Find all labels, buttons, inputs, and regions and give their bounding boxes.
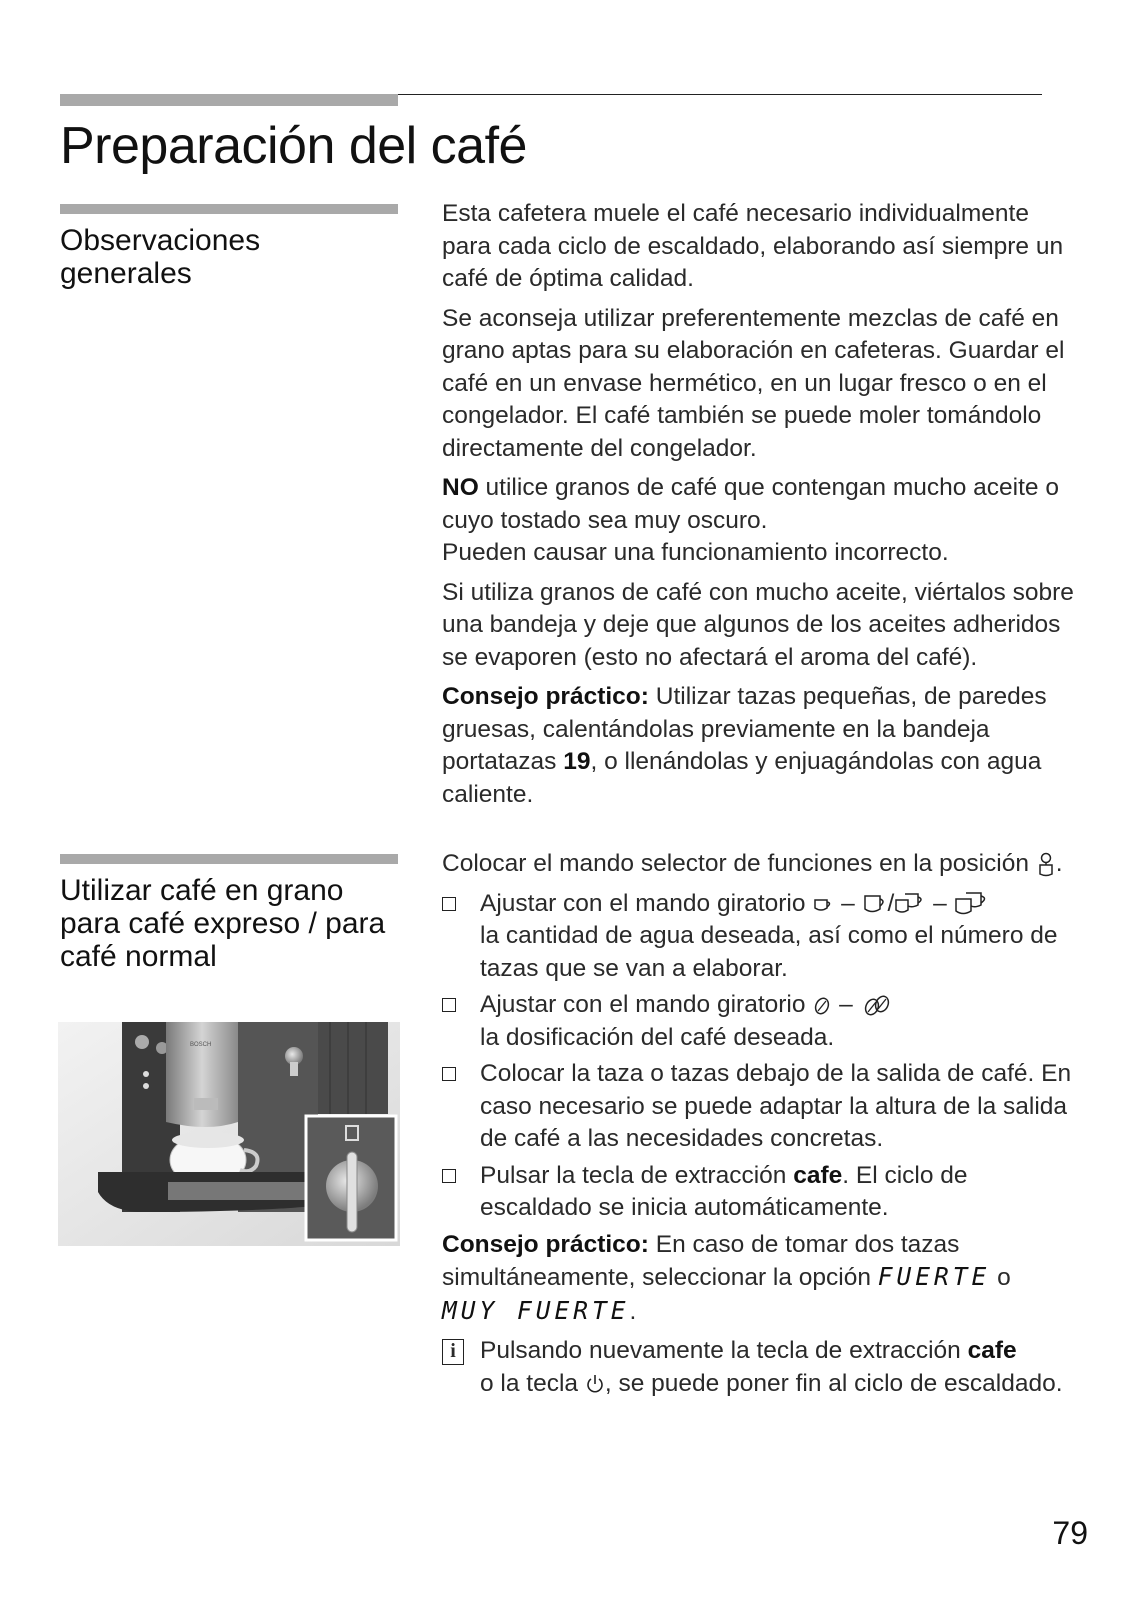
large-two-cups-icon [954,891,990,917]
display-option-very-strong: MUY FUERTE [442,1295,630,1325]
tip-2-text: En caso de tomar dos tazas simultáneamente, seleccionar la opción [442,1230,960,1291]
step-dose: Ajustar con el mando giratorio – la dosificación del café deseada. [442,989,1082,1054]
checkbox-icon [442,897,456,911]
info-text-b: o la tecla [480,1369,585,1397]
page-number: 79 [1052,1515,1088,1551]
paragraph-storage: Se aconseja utilizar preferentemente mezclas de café en grano aptas para su elaboración en cafeteras. Guardar el café en un envase hermético, en un lugar fresco o en el congelador. El café también se puede moler tomándolo directamente del congelador. [442,304,1065,462]
intro-end: . [1055,850,1063,877]
small-cup-icon [812,894,834,914]
checkbox-icon [442,998,456,1012]
top-bar-thick [60,94,398,106]
two-cups-icon [894,892,926,916]
tip-1 [442,681,1082,811]
section2-rule [60,854,398,864]
tip-1-text-a: Utilizar tazas pequeñas, de paredes gruesas, calentándolas previamente en la bandeja portatazas [442,683,1047,775]
step-start [442,1160,1082,1225]
power-icon [585,1373,605,1395]
step-water: Ajustar con el mando giratorio – / – la cantidad de agua deseada, así como el número de tazas que se van a elaborar. [442,888,1082,986]
checkbox-icon [442,1067,456,1081]
paragraph-warning-2: Pueden causar una funcionamiento incorrecto. [442,539,949,566]
step-start-text-b: . El ciclo de escaldado se inicia automáticamente. [480,1161,968,1221]
tip-2 [442,1229,1082,1329]
tip-1-label: Consejo práctico: [442,683,649,710]
paragraph-intro: Esta cafetera muele el café necesario individualmente para cada ciclo de escaldado, elaborando así siempre un café de óptima calidad. [442,200,1064,292]
page-title: Preparación del café [60,117,527,175]
step-water-text-b: la cantidad de agua deseada, así como el número de tazas que se van a elaborar. [480,922,1058,982]
section1-body [442,198,1082,818]
section1-title: Observaciones generales [60,224,261,290]
paragraph-oil: Si utiliza granos de café con mucho aceite, viértalos sobre una bandeja y deje que algunos de los aceites adheridos se evaporen (esto no afectará el aroma del café). [442,578,1074,671]
step-dose-text-b: la dosificación del café deseada. [480,1023,835,1051]
warning-text: utilice granos de café que contengan mucho aceite o cuyo tostado sea muy oscuro. [442,474,1059,534]
tip-2-end: . [629,1297,637,1325]
step-cup [442,1058,1082,1156]
paragraph-warning [442,472,1082,537]
checkbox-icon [442,1169,456,1183]
top-bar-thin [398,94,1042,95]
cafe-key-label: cafe [793,1161,843,1189]
coffee-machine-photo [58,1022,400,1246]
cup-icon [862,893,888,915]
info-cafe-key: cafe [967,1337,1017,1364]
section2-body [442,848,1082,1404]
step-start-text-a: Pulsar la tecla de extracción [480,1161,794,1189]
info-note [442,1335,1082,1400]
tip-2-label: Consejo práctico: [442,1230,649,1258]
warning-no: NO [442,474,479,501]
tip-1-ref: 19 [563,748,591,775]
photo-brand: BOSCH [190,1042,212,1048]
info-text-a: Pulsando nuevamente la tecla de extracción [480,1337,968,1364]
section1-rule [60,204,398,214]
step-cup-text: Colocar la taza o tazas debajo de la salida de café. En caso necesario se puede adaptar la altura de la salida de café a las necesidades concretas. [480,1060,1072,1152]
step-water-text-a: Ajustar con el mando giratorio [480,889,806,917]
bean-selector-icon [1036,852,1056,878]
instruction-intro [442,848,1082,881]
intro-text: Colocar el mando selector de funciones en la posición [442,850,1029,877]
strong-bean-icon [860,994,894,1018]
info-icon: i [442,1339,464,1365]
info-text-c: , se puede poner fin al ciclo de escaldado. [604,1369,1063,1397]
display-option-strong: FUERTE [877,1262,991,1291]
section2-title: Utilizar café en grano para café expreso / para café normal [60,874,386,973]
step-dose-text-a: Ajustar con el mando giratorio [480,991,806,1018]
tip-2-connector: o [990,1264,1011,1291]
tip-1-text-b: , o llenándolas y enjuagándolas con agua caliente. [442,748,1042,808]
mild-bean-icon [812,995,832,1017]
